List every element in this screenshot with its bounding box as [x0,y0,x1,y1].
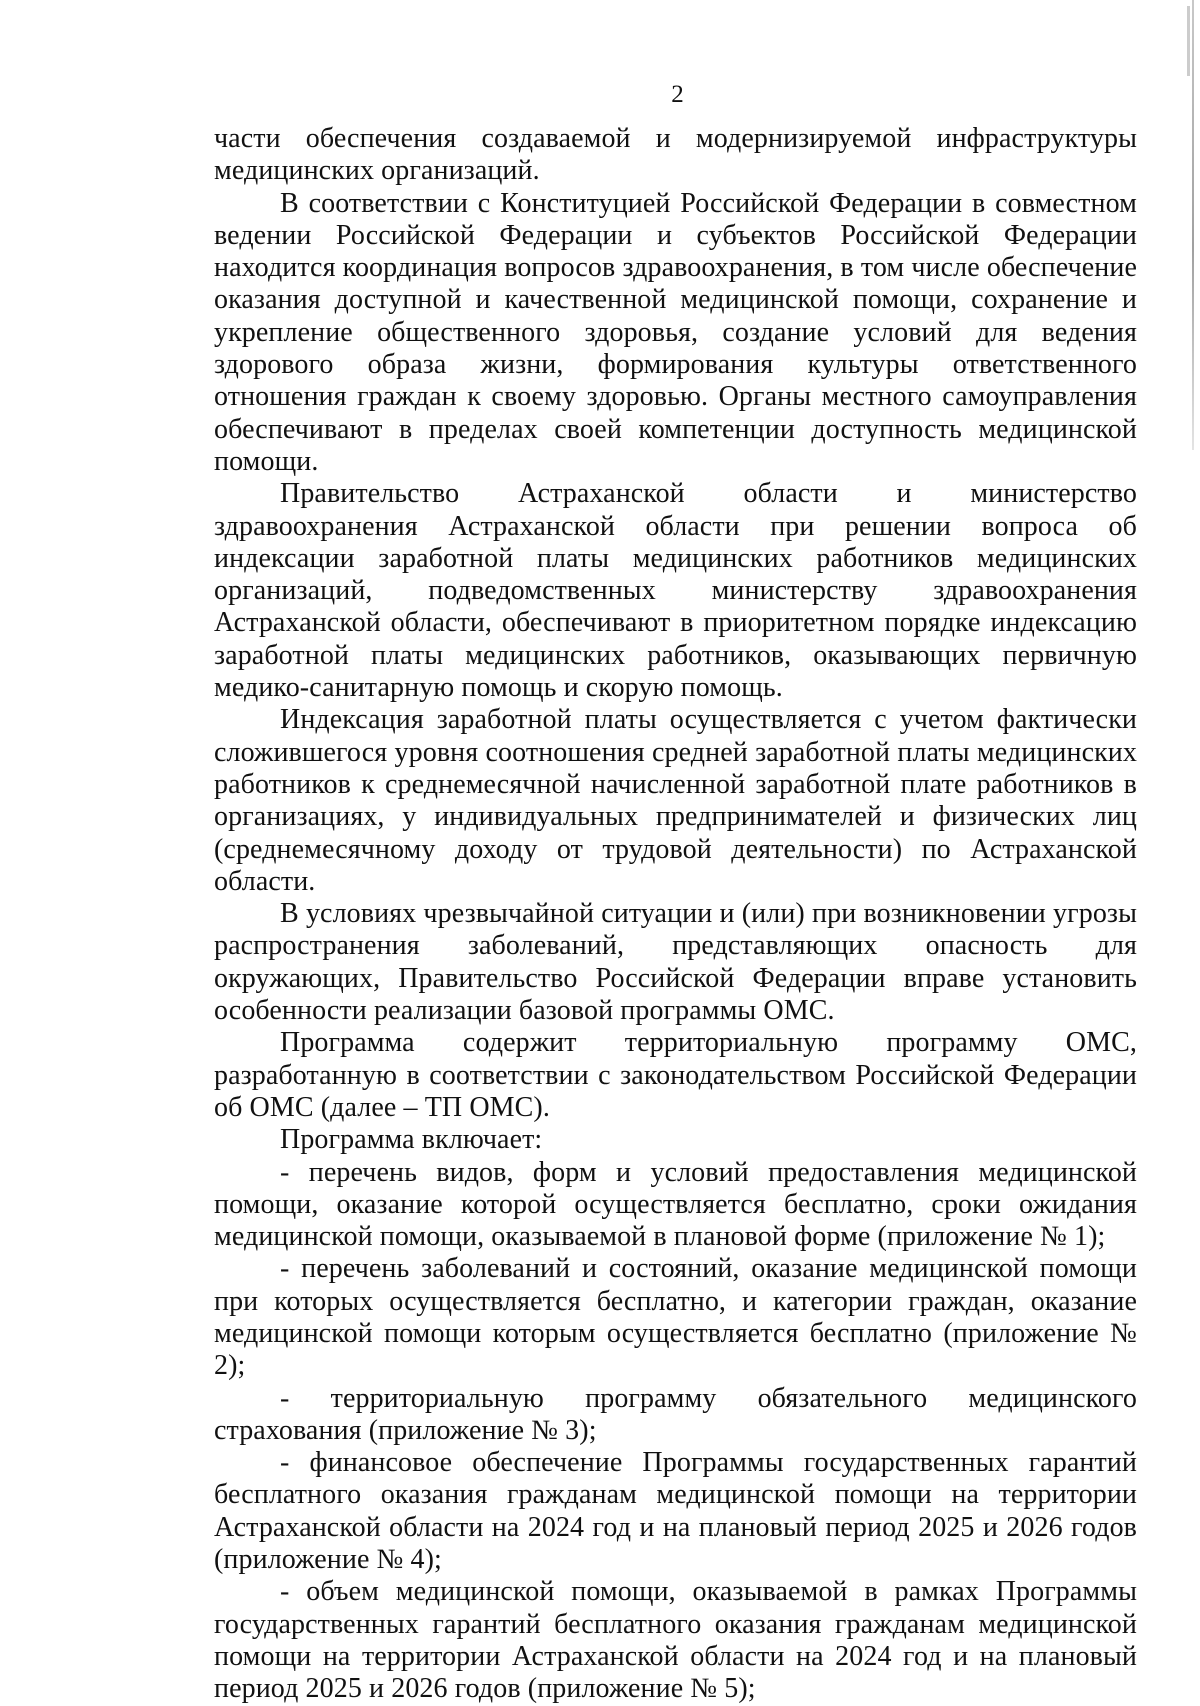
list-item-appendix-1: - перечень видов, форм и условий предоставления медицинской помощи, оказание которой осуществляется бесплатно, сроки ожидания медицинской помощи, оказываемой в плановой форме (приложение № 1); [214,1156,1137,1253]
scan-edge-shadow [1192,0,1194,450]
list-item-appendix-2: - перечень заболеваний и состояний, оказание медицинской помощи при которых осуществляется бесплатно, и категории граждан, оказание медицинской помощи которым осуществляется бесплатно (приложение № 2); [214,1253,1137,1382]
paragraph-government-indexation: Правительство Астраханской области и министерство здравоохранения Астраханской области при решении вопроса об индексации заработной платы медицинских работников медицинских организаций, подведомственных министерству здравоохранения Астраханской области, обеспечивают в приоритетном порядке индексацию заработной платы медицинских работников, оказывающих первичную медико-санитарную помощь и скорую помощь. [214,478,1137,704]
paragraph-salary-indexation: Индексация заработной платы осуществляется с учетом фактически сложившегося уровня соотношения средней заработной платы медицинских работников к среднемесячной начисленной заработной плате работников в организациях, у индивидуальных предпринимателей и физических лиц (среднемесячному доходу от трудовой деятельности) по Астраханской области. [214,704,1137,897]
paragraph-program-includes: Программа включает: [280,1124,543,1156]
list-item-appendix-3: - территориальную программу обязательного медицинского страхования (приложение № 3); [214,1382,1137,1446]
page-number: 2 [671,81,684,108]
paragraph-program-contains: Программа содержит территориальную программу ОМС, разработанную в соответствии с законодательством Российской Федерации об ОМС (далее – ТП ОМС). [214,1027,1137,1123]
paragraph-constitution: В соответствии с Конституцией Российской Федерации в совместном ведении Российской Федерации и субъектов Российской Федерации находится координация вопросов здравоохранения, в том числе обеспечение оказания доступной и качественной медицинской помощи, сохранение и укрепление общественного здоровья, создание условий для ведения здорового образа жизни, формирования культуры ответственного отношения граждан к своему здоровью. Органы местного самоуправления обеспечивают в пределах своей компетенции доступность медицинской помощи. [214,187,1137,477]
list-item-appendix-5: - объем медицинской помощи, оказываемой в рамках Программы государственных гарантий бесплатного оказания гражданам медицинской помощи на территории Астраханской области на 2024 год и на плановый период 2025 и 2026 годов (приложение № 5); [214,1576,1137,1705]
paragraph-emergency: В условиях чрезвычайной ситуации и (или) при возникновении угрозы распространения заболеваний, представляющих опасность для окружающих, Правительство Российской Федерации вправе установить особенности реализации базовой программы ОМС. [214,898,1137,1027]
list-item-appendix-4: - финансовое обеспечение Программы государственных гарантий бесплатного оказания гражданам медицинской помощи на территории Астраханской области на 2024 год и на плановый период 2025 и 2026 годов (приложение № 4); [214,1447,1137,1576]
scan-edge-mark [1187,6,1190,76]
document-body [214,123,1137,1706]
paragraph-continuation: части обеспечения создаваемой и модернизируемой инфраструктуры медицинских организаций. [214,123,1137,187]
